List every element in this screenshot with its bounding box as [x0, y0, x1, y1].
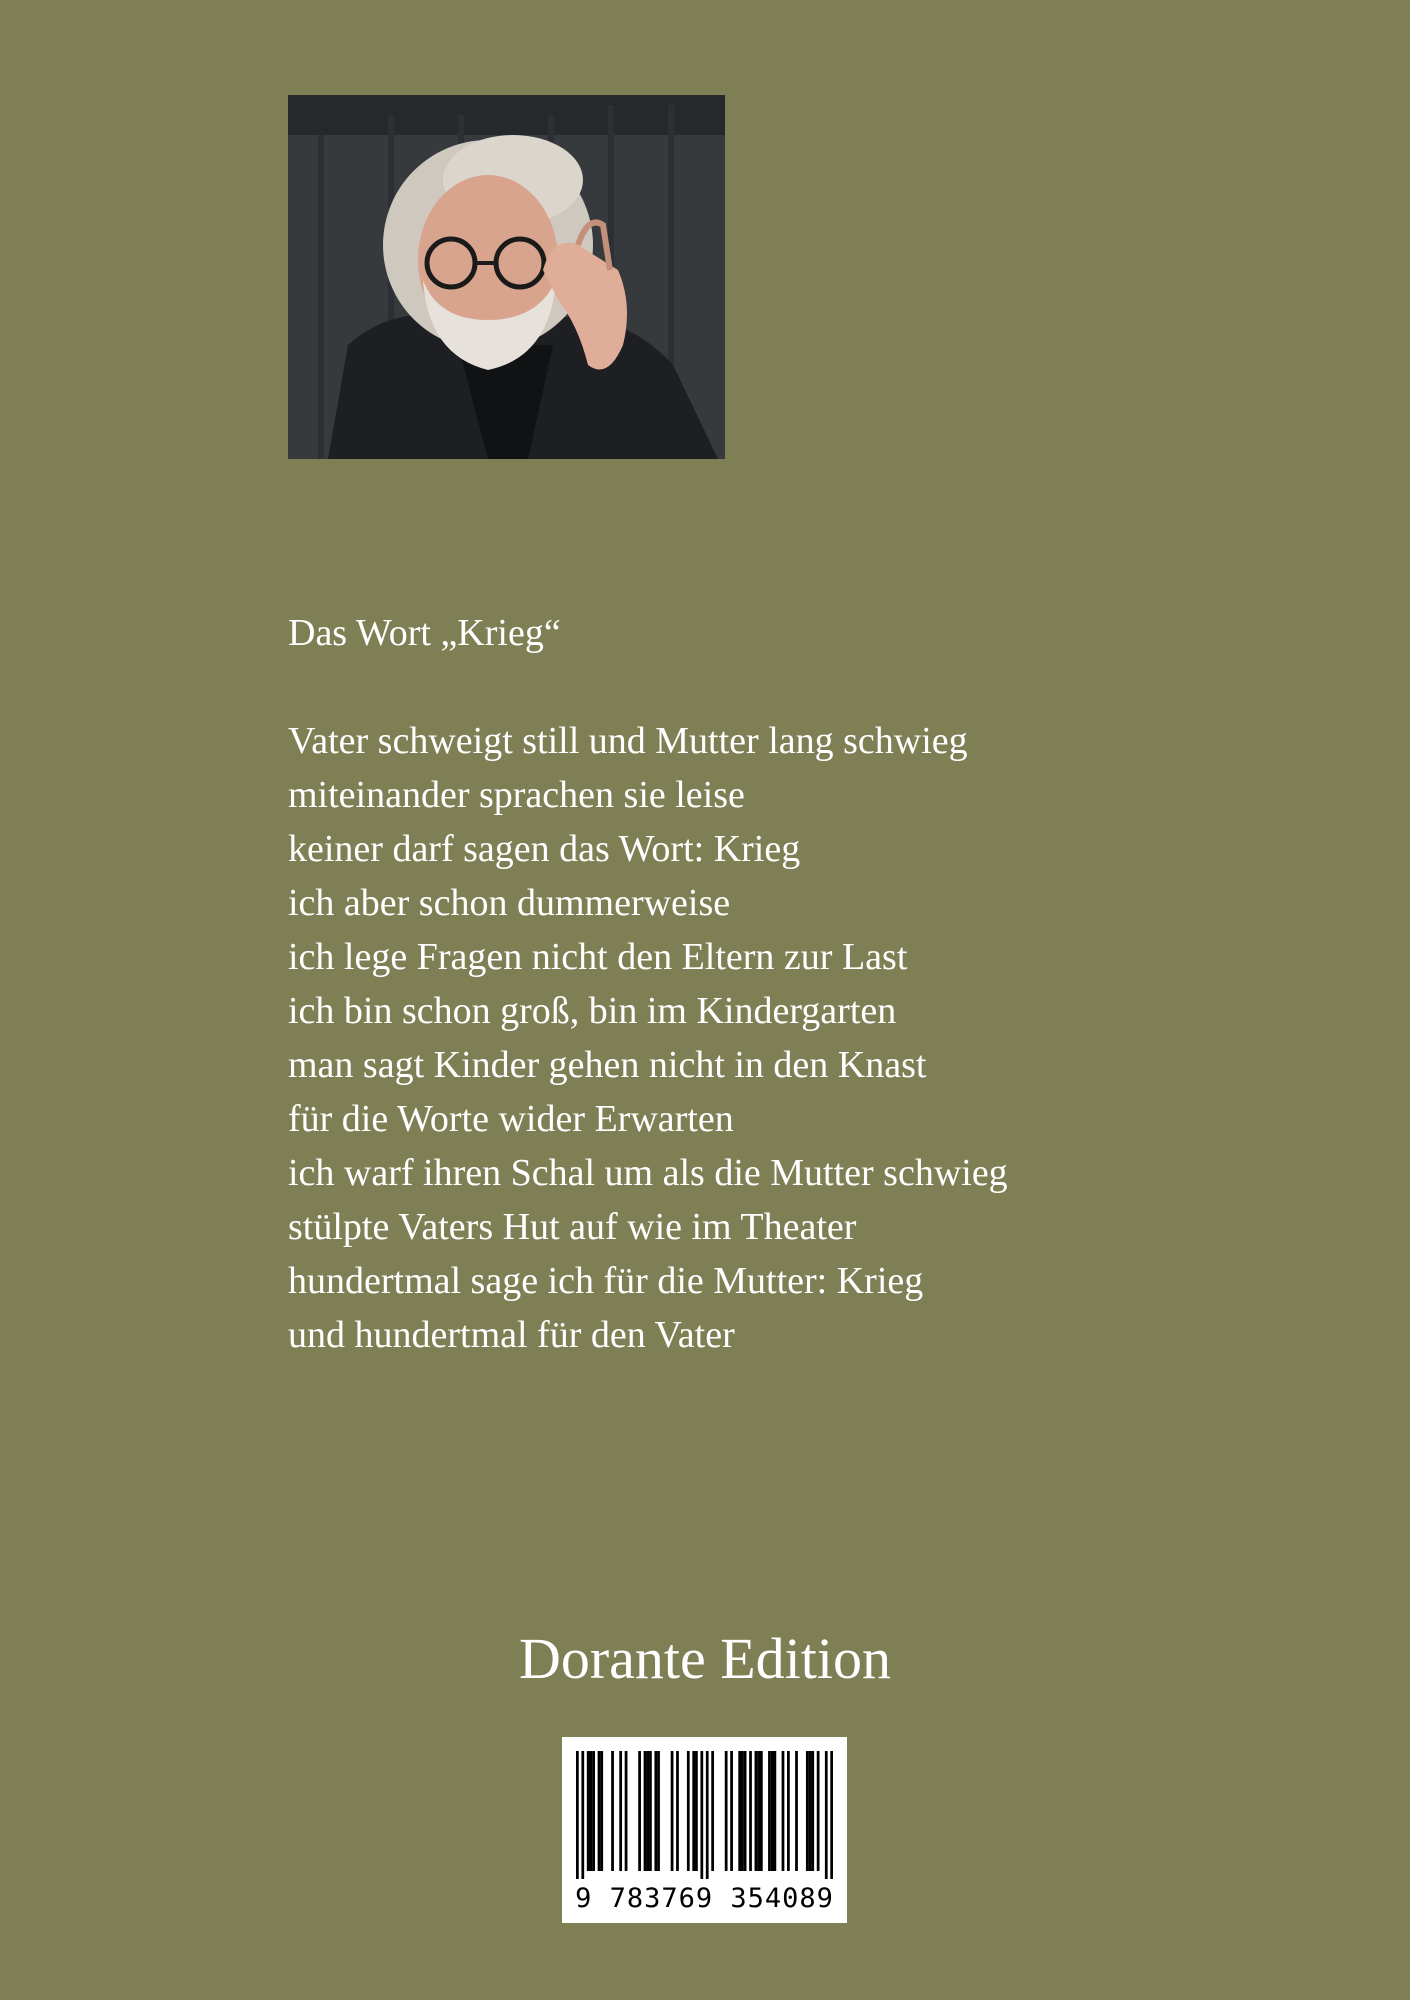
isbn-barcode: [562, 1737, 847, 1923]
barcode-bar: [741, 1751, 744, 1871]
barcode-bar: [692, 1751, 695, 1871]
barcode-bar: [592, 1751, 595, 1871]
barcode-bar: [687, 1751, 690, 1871]
barcode-bar: [755, 1751, 758, 1871]
barcode-bar: [649, 1751, 652, 1871]
poem-line: miteinander sprachen sie leise: [288, 774, 745, 816]
barcode-bar: [825, 1751, 828, 1879]
barcode-bar: [771, 1751, 774, 1871]
barcode-bar: [700, 1751, 703, 1879]
publisher-name: Dorante Edition: [518, 1626, 892, 1691]
poem: [288, 606, 1288, 1362]
poem-line: ich aber schon dummerweise: [288, 882, 731, 924]
barcode-bar: [811, 1751, 814, 1871]
barcode-bar: [657, 1751, 660, 1871]
poem-line: keiner darf sagen das Wort: Krieg: [288, 828, 801, 870]
poem-line: man sagt Kinder gehen nicht in den Knast: [288, 1044, 927, 1086]
barcode-bar: [782, 1751, 785, 1871]
barcode-number: 9 783769 354089: [575, 1883, 834, 1914]
barcode-bar: [706, 1751, 709, 1879]
barcode-bar: [744, 1751, 747, 1871]
barcode-bar: [730, 1751, 733, 1871]
barcode-bar: [576, 1751, 579, 1879]
barcode-bar: [749, 1751, 752, 1871]
barcode-bar: [581, 1751, 584, 1879]
barcode-icon: [576, 1751, 833, 1879]
poem-line: und hundertmal für den Vater: [288, 1314, 735, 1356]
barcode-bar: [738, 1751, 741, 1871]
barcode-bar: [654, 1751, 657, 1871]
poem-title: Das Wort „Krieg“: [288, 612, 561, 654]
barcode-bar: [644, 1751, 647, 1871]
barcode-bar: [671, 1751, 674, 1871]
barcode-bar: [611, 1751, 614, 1871]
barcode-bar: [757, 1751, 760, 1871]
barcode-bar: [638, 1751, 641, 1871]
barcode-bar: [830, 1751, 833, 1879]
portrait-photo-icon: [288, 95, 725, 459]
barcode-bar: [711, 1751, 714, 1871]
barcode-bar: [725, 1751, 728, 1871]
barcode-bar: [817, 1751, 820, 1871]
barcode-bar: [695, 1751, 698, 1871]
poem-line: ich warf ihren Schal um als die Mutter schwieg: [288, 1152, 1008, 1194]
poem-line: hundertmal sage ich für die Mutter: Krieg: [288, 1260, 924, 1302]
barcode-bar: [619, 1751, 622, 1871]
poem-line: ich bin schon groß, bin im Kindergarten: [288, 990, 897, 1032]
barcode-bar: [768, 1751, 771, 1871]
barcode-bar: [587, 1751, 590, 1871]
barcode-bar: [773, 1751, 776, 1871]
poem-line: stülpte Vaters Hut auf wie im Theater: [288, 1206, 857, 1248]
poem-lines: [288, 714, 1288, 1362]
poem-line: ich lege Fragen nicht den Eltern zur Last: [288, 936, 908, 978]
poem-line: Vater schweigt still und Mutter lang schwieg: [288, 720, 968, 762]
barcode-bar: [676, 1751, 679, 1871]
barcode-bar: [806, 1751, 809, 1871]
barcode-bar: [760, 1751, 763, 1871]
barcode-bar: [625, 1751, 628, 1871]
barcode-bar: [598, 1751, 601, 1871]
barcode-bar: [646, 1751, 649, 1871]
barcode-bar: [809, 1751, 812, 1871]
barcode-bar: [795, 1751, 798, 1871]
barcode-bar: [600, 1751, 603, 1871]
barcode-bar: [787, 1751, 790, 1871]
barcode-bar: [590, 1751, 593, 1871]
author-photo: [288, 95, 725, 459]
poem-line: für die Worte wider Erwarten: [288, 1098, 734, 1140]
